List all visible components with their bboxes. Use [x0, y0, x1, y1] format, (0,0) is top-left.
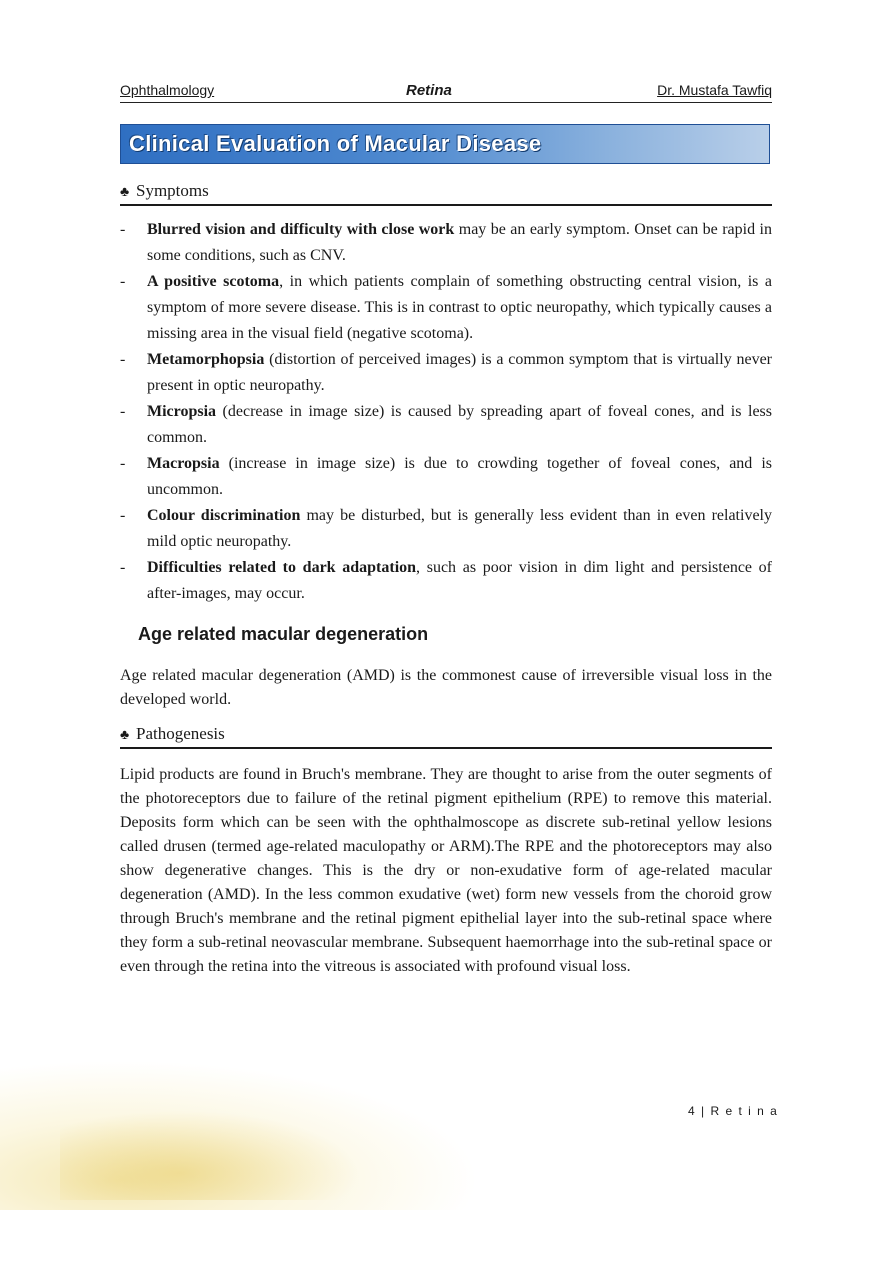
- header-author: Dr. Mustafa Tawfiq: [657, 82, 772, 98]
- symptom-description: (distortion of perceived images) is a common symptom that is virtually never present in optic neuropathy.: [147, 351, 772, 394]
- symptoms-heading: [120, 181, 772, 206]
- symptom-description: (increase in image size) is due to crowding together of foveal cones, and is uncommon.: [147, 455, 772, 498]
- symptom-description: may be an early symptom. Onset can be rapid in some conditions, such as CNV.: [147, 221, 772, 264]
- symptom-description: , in which patients complain of something obstructing central vision, is a symptom of more severe disease. This is in contrast to optic neuropathy, which typically causes a missing area in the visual field (negative scotoma).: [147, 273, 772, 342]
- dash-bullet: -: [120, 221, 126, 238]
- symptom-term: Colour discrimination: [147, 507, 301, 524]
- symptom-term: Difficulties related to dark adaptation: [147, 559, 417, 576]
- symptom-item: [120, 269, 772, 347]
- running-header: [120, 82, 772, 103]
- symptom-item: [120, 503, 772, 555]
- page-title: Clinical Evaluation of Macular Disease: [129, 131, 542, 156]
- header-chapter: Retina: [406, 82, 452, 99]
- page-footer: 4 | R e t i n a: [688, 1104, 779, 1118]
- symptom-term: Blurred vision and difficulty with close work: [147, 221, 455, 238]
- symptom-item: [120, 451, 772, 503]
- symptom-term: Metamorphopsia: [147, 351, 265, 368]
- symptom-description: (decrease in image size) is caused by spreading apart of foveal cones, and is less common.: [147, 403, 772, 446]
- club-bullet-icon: ♣: [120, 185, 130, 200]
- page-stain-secondary: [60, 1110, 360, 1200]
- page-stain: [0, 1060, 480, 1210]
- club-bullet-icon: ♣: [120, 728, 130, 743]
- amd-section-title: Age related macular degeneration: [138, 624, 429, 644]
- dash-bullet: -: [120, 273, 126, 290]
- dash-bullet: -: [120, 351, 126, 368]
- title-banner: [120, 124, 770, 164]
- dash-bullet: -: [120, 507, 126, 524]
- symptoms-list: [120, 217, 772, 607]
- symptom-item: [120, 347, 772, 399]
- dash-bullet: -: [120, 455, 126, 472]
- symptom-item: [120, 555, 772, 607]
- symptom-term: A positive scotoma: [147, 273, 280, 290]
- pathogenesis-paragraph: Lipid products are found in Bruch's membrane. They are thought to arise from the outer segments of the photoreceptors due to failure of the retinal pigment epithelium (RPE) to remove this material. Deposits form which can be seen with the ophthalmoscope as discrete sub-retinal yellow lesions called drusen (termed age-related maculopathy or ARM).The RPE and the photoreceptors may also show degenerative changes. This is the dry or non-exudative form of age-related macular degeneration (AMD). In the less common exudative (wet) form new vessels from the choroid grow through Bruch's membrane and the retinal pigment epithelial layer into the sub-retinal space where they form a sub-retinal neovascular membrane. Subsequent haemorrhage into the sub-retinal space or even through the retina into the vitreous is associated with profound visual loss.: [120, 766, 772, 975]
- amd-intro-paragraph: Age related macular degeneration (AMD) is the commonest cause of irreversible visual loss in the developed world.: [120, 667, 772, 708]
- symptoms-heading-text: Symptoms: [136, 181, 209, 200]
- symptom-description: , such as poor vision in dim light and persistence of after-images, may occur.: [147, 559, 773, 602]
- symptom-item: [120, 217, 772, 269]
- symptom-term: Macropsia: [147, 455, 220, 472]
- symptom-term: Micropsia: [147, 403, 217, 420]
- dash-bullet: -: [120, 403, 126, 420]
- pathogenesis-heading-text: Pathogenesis: [136, 724, 225, 743]
- pathogenesis-heading: [120, 724, 772, 749]
- symptom-description: may be disturbed, but is generally less evident than in even relatively mild optic neuropathy.: [147, 507, 772, 550]
- symptom-item: [120, 399, 772, 451]
- header-subject: Ophthalmology: [120, 82, 215, 98]
- dash-bullet: -: [120, 559, 126, 576]
